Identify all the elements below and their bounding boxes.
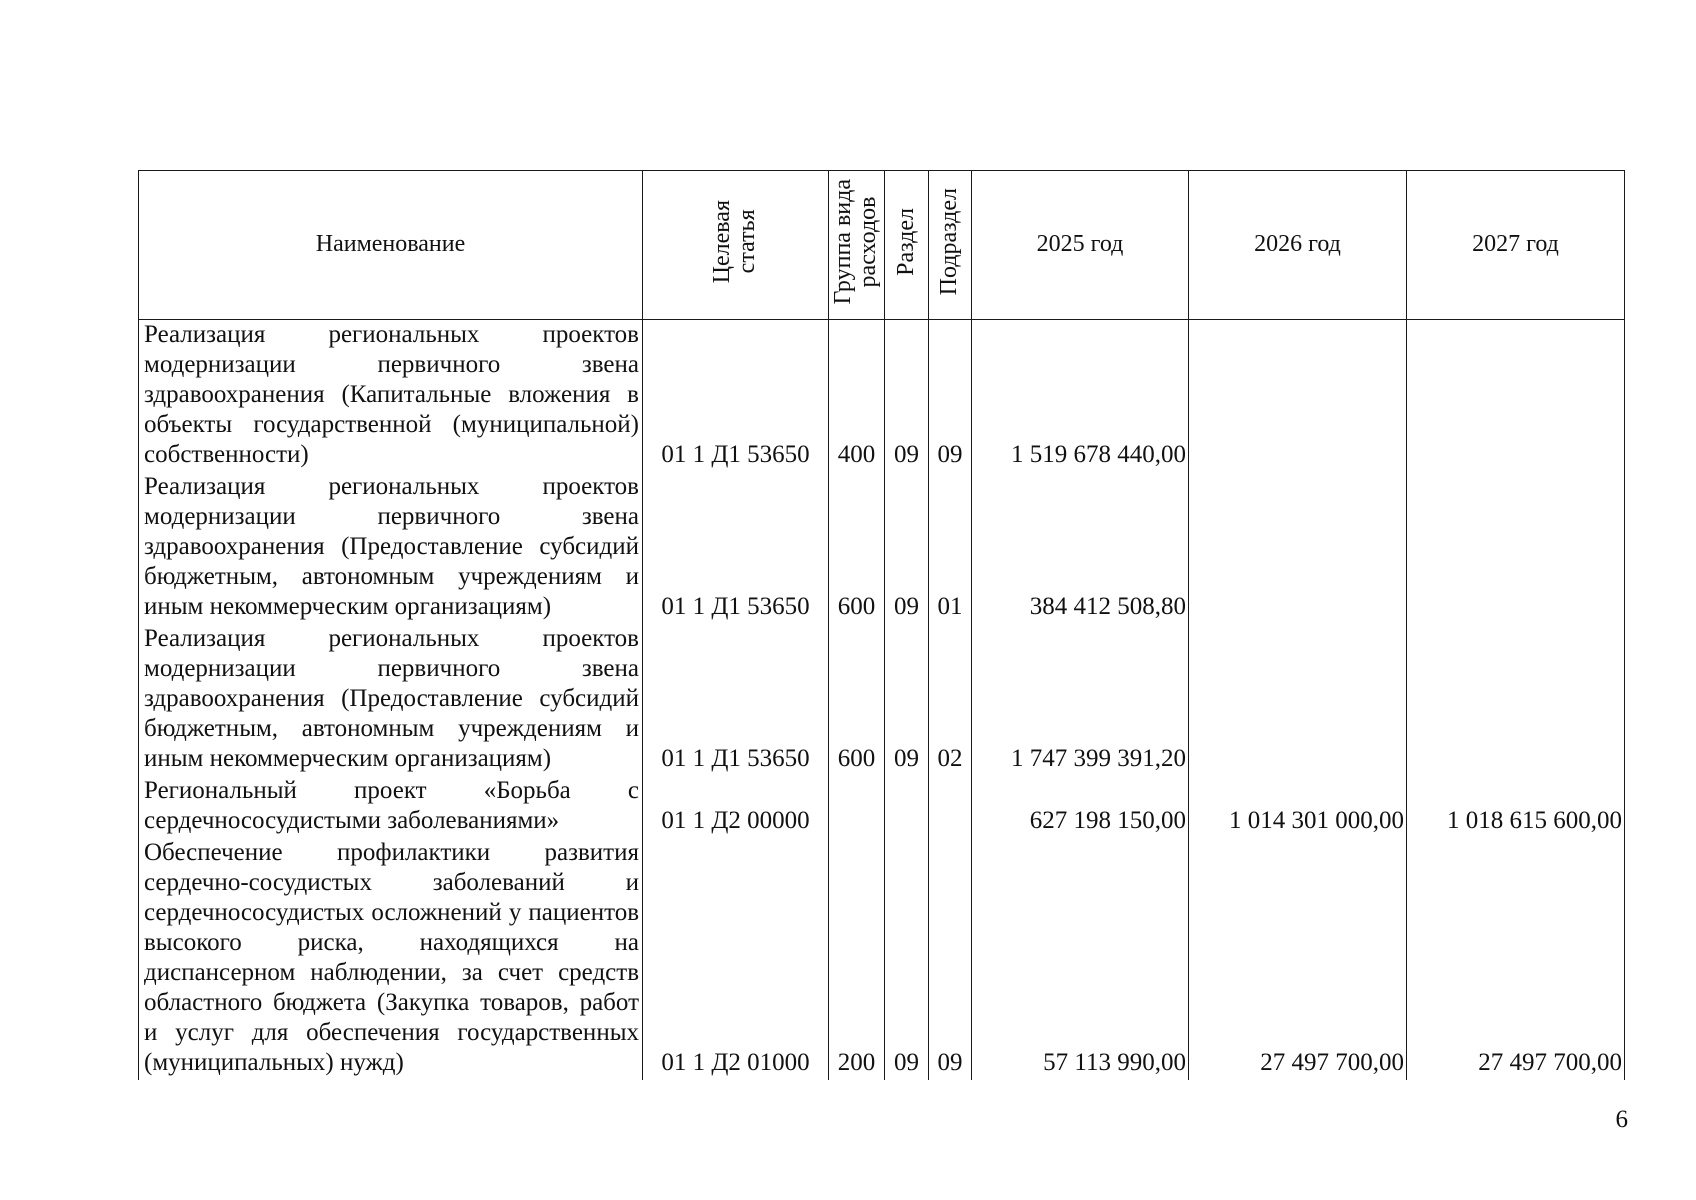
row-amount-2027: 27 497 700,00: [1407, 838, 1625, 1080]
table-row: [139, 472, 1625, 624]
header-name: [139, 171, 643, 320]
row-amount-2026: [1189, 472, 1407, 624]
header-group-label: Группа вида расходов: [830, 179, 882, 305]
row-amount-2027: 1 018 615 600,00: [1407, 776, 1625, 838]
row-expense-group: 600: [829, 472, 885, 624]
row-name: Реализация региональных проектов модернизации первичного звена здравоохранения (Капитальные вложения в объекты государственной (муниципальной) собственности): [139, 320, 643, 473]
row-amount-2027: [1407, 320, 1625, 473]
row-amount-2025: 627 198 150,00: [972, 776, 1189, 838]
header-section-label: Раздел: [892, 207, 919, 276]
row-amount-2025: 1 747 399 391,20: [972, 624, 1189, 776]
table-row: [139, 776, 1625, 838]
row-subsection: 01: [929, 472, 972, 624]
row-name: Обеспечение профилактики развития сердечно-сосудистых заболеваний и сердечнососудистых осложнений у пациентов высокого риска, находящихся на диспансерном наблюдении, за счет средств областного бюджета (Закупка товаров, работ и услуг для обеспечения государственных (муниципальных) нужд): [139, 838, 643, 1080]
header-year-2027: [1407, 171, 1625, 320]
row-subsection: 09: [929, 320, 972, 473]
header-expense-group: [829, 171, 885, 320]
table-row: [139, 838, 1625, 1080]
row-amount-2026: [1189, 320, 1407, 473]
row-amount-2026: 27 497 700,00: [1189, 838, 1407, 1080]
row-amount-2025: 57 113 990,00: [972, 838, 1189, 1080]
header-target-label: Целевая статья: [709, 200, 761, 284]
row-name: Реализация региональных проектов модернизации первичного звена здравоохранения (Предоставление субсидий бюджетным, автономным учреждениям и иным некоммерческим организациям): [139, 472, 643, 624]
row-amount-2025: 1 519 678 440,00: [972, 320, 1189, 473]
row-target-article: 01 1 Д1 53650: [643, 320, 829, 473]
table-row: [139, 624, 1625, 776]
row-target-article: 01 1 Д2 00000: [643, 776, 829, 838]
header-year-2025: [972, 171, 1189, 320]
row-section: 09: [885, 624, 929, 776]
row-amount-2027: [1407, 624, 1625, 776]
row-expense-group: 400: [829, 320, 885, 473]
row-expense-group: 600: [829, 624, 885, 776]
row-section: [885, 776, 929, 838]
row-name: Региональный проект «Борьба с сердечнососудистыми заболеваниями»: [139, 776, 643, 838]
table-header-row: [139, 171, 1625, 320]
table-row: [139, 320, 1625, 473]
header-2027-label: 2027 год: [1472, 231, 1559, 258]
row-name: Реализация региональных проектов модернизации первичного звена здравоохранения (Предоставление субсидий бюджетным, автономным учреждениям и иным некоммерческим организациям): [139, 624, 643, 776]
row-subsection: 02: [929, 624, 972, 776]
row-expense-group: 200: [829, 838, 885, 1080]
row-target-article: 01 1 Д2 01000: [643, 838, 829, 1080]
row-section: 09: [885, 472, 929, 624]
row-expense-group: [829, 776, 885, 838]
header-section: [885, 171, 929, 320]
row-amount-2026: 1 014 301 000,00: [1189, 776, 1407, 838]
row-target-article: 01 1 Д1 53650: [643, 472, 829, 624]
budget-table: [138, 170, 1625, 1080]
row-target-article: 01 1 Д1 53650: [643, 624, 829, 776]
header-2026-label: 2026 год: [1254, 231, 1341, 258]
header-name-label: Наименование: [315, 231, 466, 258]
header-target-article: [643, 171, 829, 320]
header-subsection: [929, 171, 972, 320]
row-section: 09: [885, 320, 929, 473]
header-subsection-label: Подраздел: [936, 188, 963, 296]
row-section: 09: [885, 838, 929, 1080]
row-subsection: [929, 776, 972, 838]
row-amount-2027: [1407, 472, 1625, 624]
header-year-2026: [1189, 171, 1407, 320]
row-amount-2025: 384 412 508,80: [972, 472, 1189, 624]
row-amount-2026: [1189, 624, 1407, 776]
row-subsection: 09: [929, 838, 972, 1080]
page-number: 6: [1615, 1106, 1628, 1133]
header-2025-label: 2025 год: [1036, 231, 1124, 258]
